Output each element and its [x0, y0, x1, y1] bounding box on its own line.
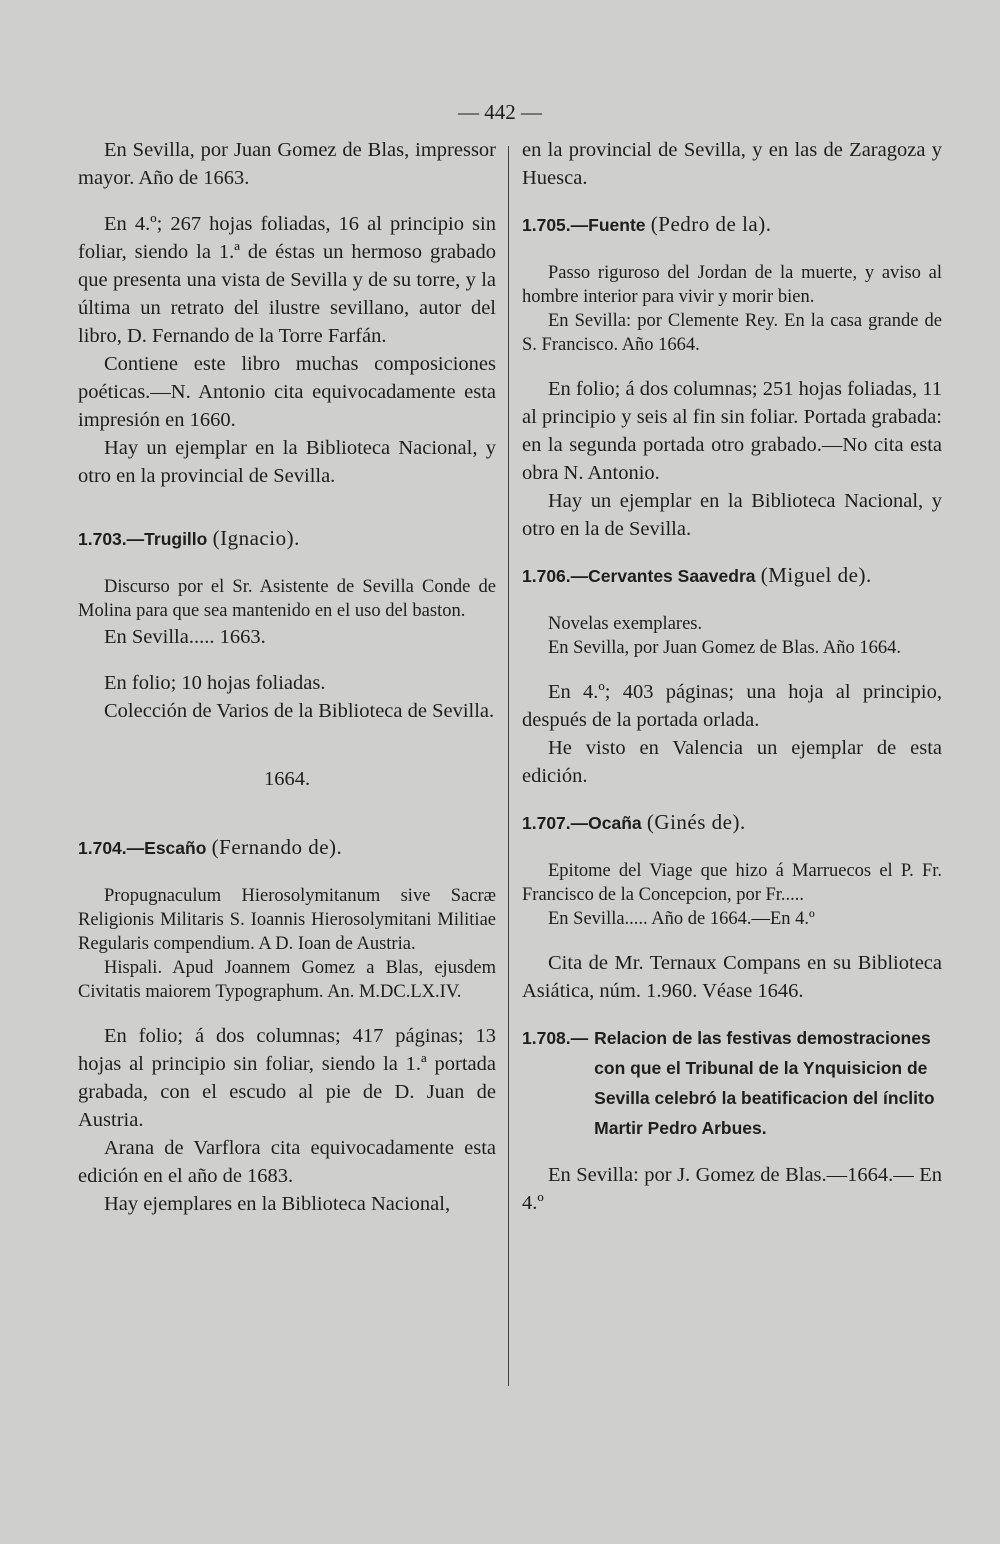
entry-title: Discurso por el Sr. Asistente de Sevilla Conde de Molina para que sea mantenido en el uso del baston. [78, 577, 496, 621]
entry-number: 1.704.—Escaño [78, 838, 207, 858]
entry-heading-1706 [522, 561, 942, 590]
entry-heading-1708 [522, 1023, 942, 1143]
entry-description: En 4.º; 403 páginas; una hoja al principio, después de la portada orlada. [522, 681, 942, 731]
entry-author: (Miguel de). [760, 563, 872, 587]
entry-description: En folio; 10 hojas foliadas. [104, 672, 326, 694]
left-column [78, 136, 496, 1218]
entry-author: (Pedro de la). [650, 212, 772, 236]
entry-number: 1.707.—Ocaña [522, 813, 642, 833]
entry-title: Propugnaculum Hierosolymitanum sive Sacræ Religionis Militaris S. Ioannis Hierosolymitani Militiae Regularis compendium. A D. Ioan de Austria. [78, 886, 496, 954]
entry-number: 1.706.—Cervantes Saavedra [522, 566, 756, 586]
entry-title: Epitome del Viage que hizo á Marruecos el P. Fr. Francisco de la Concepcion, por Fr..... [522, 861, 942, 905]
paragraph: Hay un ejemplar en la Biblioteca Nacional, y otro en la provincial de Sevilla. [78, 437, 496, 487]
entry-author: (Ignacio). [212, 526, 300, 550]
page-number: — 442 — [458, 100, 542, 124]
paragraph: Contiene este libro muchas composiciones poéticas.—N. Antonio cita equivocadamente esta impresión en 1660. [78, 353, 496, 431]
entry-description: En folio; á dos columnas; 417 páginas; 13 hojas al principio sin foliar, siendo la 1.ª portada grabada, con el escudo al pie de D. Juan de Austria. [78, 1025, 496, 1131]
entry-number: 1.703.—Trugillo [78, 529, 208, 549]
entry-title: Passo riguroso del Jordan de la muerte, y aviso al hombre interior para vivir y morir bien. [522, 263, 942, 307]
entry-note: He visto en Valencia un ejemplar de esta edición. [522, 737, 942, 787]
paragraph: en la provincial de Sevilla, y en las de Zaragoza y Huesca. [522, 139, 942, 189]
entry-heading-1707 [522, 808, 942, 837]
entry-title: Novelas exemplares. [548, 614, 703, 634]
entry-imprint: En Sevilla: por Clemente Rey. En la casa grande de S. Francisco. Año 1664. [522, 311, 942, 355]
entry-note: Colección de Varios de la Biblioteca de Sevilla. [104, 700, 495, 722]
entry-imprint: En Sevilla, por Juan Gomez de Blas. Año 1664. [548, 638, 901, 658]
entry-description: En folio; á dos columnas; 251 hojas foliadas, 11 al principio y seis al fin sin foliar. Portada grabada: en la segunda portada otro grabado.—No cita esta obra N. Antonio. [522, 378, 942, 484]
paragraph: En Sevilla, por Juan Gomez de Blas, impressor mayor. Año de 1663. [78, 139, 496, 189]
entry-note: Cita de Mr. Ternaux Compans en su Biblioteca Asiática, núm. 1.960. Véase 1646. [522, 952, 942, 1002]
column-divider [508, 146, 509, 1386]
entry-note: Hay ejemplares en la Biblioteca Nacional, [104, 1193, 451, 1215]
entry-imprint: En Sevilla..... 1663. [104, 626, 266, 648]
entry-author: (Ginés de). [646, 810, 746, 834]
entry-note: Arana de Varflora cita equivocadamente esta edición en el año de 1683. [78, 1137, 496, 1187]
entry-author: (Fernando de). [211, 835, 343, 859]
entry-heading-1705 [522, 210, 942, 239]
entry-heading-1704 [78, 833, 496, 862]
entry-number: 1.705.—Fuente [522, 215, 646, 235]
year-heading: 1664. [263, 768, 311, 790]
entry-imprint: En Sevilla: por J. Gomez de Blas.—1664.— En 4.º [522, 1164, 942, 1214]
right-column [522, 136, 942, 1217]
entry-number: 1.708.— [522, 1028, 589, 1048]
entry-imprint: En Sevilla..... Año de 1664.—En 4.º [548, 909, 815, 929]
paragraph: En 4.º; 267 hojas foliadas, 16 al principio sin foliar, siendo la 1.ª de éstas un hermoso grabado que presenta una vista de Sevilla y de su torre, y la última un retrato del ilustre sevillano, autor del libro, D. Fernando de la Torre Farfán. [78, 213, 496, 347]
entry-note: Hay un ejemplar en la Biblioteca Nacional, y otro en la de Sevilla. [522, 490, 942, 540]
entry-heading-1703 [78, 524, 496, 553]
entry-imprint: Hispali. Apud Joannem Gomez a Blas, ejusdem Civitatis maiorem Typographum. An. M.DC.LX.IV. [78, 958, 496, 1002]
entry-title: Relacion de las festivas demostraciones con que el Tribunal de la Ynquisicion de Sevilla celebró la beatificacion del ínclito Martir Pedro Arbues. [594, 1028, 935, 1138]
